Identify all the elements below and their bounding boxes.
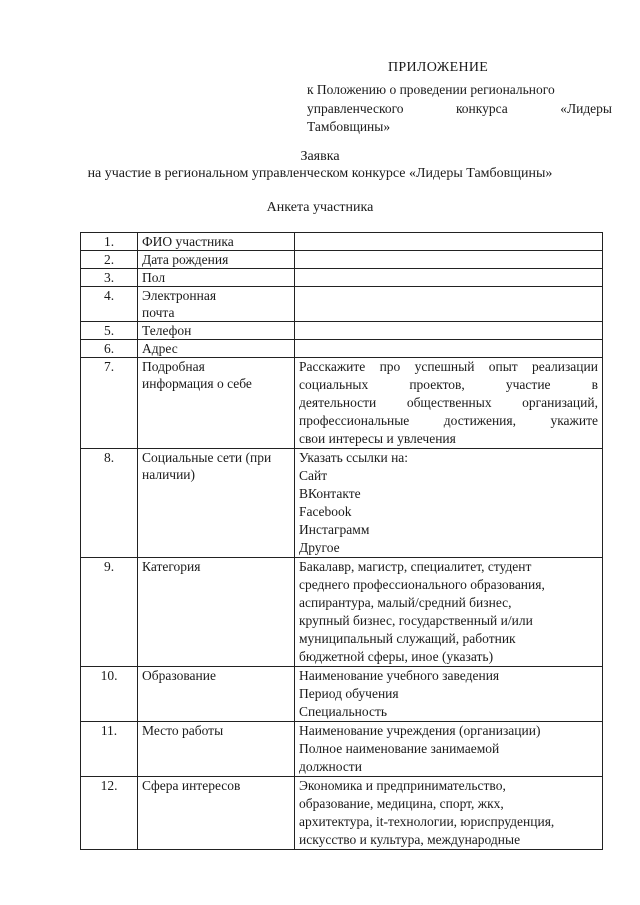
table-row <box>81 287 603 322</box>
value-line: архитектура, it-технологии, юриспруденция, <box>299 814 555 829</box>
field-label <box>138 358 295 449</box>
row-number: 5. <box>81 322 138 340</box>
field-label: Сфера интересов <box>138 777 295 850</box>
form-title: Анкета участника <box>266 200 374 215</box>
value-word: деятельности <box>299 395 377 410</box>
annex-line-3: Тамбовщины» <box>307 119 391 134</box>
field-value-cell[interactable] <box>295 340 603 358</box>
field-value-cell[interactable] <box>295 722 603 777</box>
table-row <box>81 722 603 777</box>
table-row <box>81 558 603 667</box>
value-line <box>299 358 598 376</box>
value-line: свои интересы и увлечения <box>299 431 456 446</box>
field-value-cell[interactable] <box>295 233 603 251</box>
value-line: Указать ссылки на: <box>299 450 409 465</box>
field-label: Адрес <box>138 340 295 358</box>
table-row <box>81 777 603 850</box>
table-row <box>81 322 603 340</box>
table-row <box>81 340 603 358</box>
value-line: Бакалавр, магистр, специалитет, студент <box>299 559 532 574</box>
annex-line-2 <box>307 100 612 119</box>
value-line <box>299 412 598 430</box>
row-number: 11. <box>81 722 138 777</box>
value-line: муниципальный служащий, работник <box>299 631 516 646</box>
value-line: среднего профессионального образования, <box>299 577 545 592</box>
value-line: должности <box>299 759 362 774</box>
field-label-line: Электронная <box>142 288 217 303</box>
value-word: общественных <box>406 395 492 410</box>
value-word: достижения, <box>443 413 516 428</box>
annex-line-2-word: управленческого <box>307 100 404 116</box>
field-label-line: Социальные сети (при <box>142 450 272 465</box>
field-label: Категория <box>138 558 295 667</box>
value-line: бюджетной сферы, иное (указать) <box>299 649 494 664</box>
value-word: в <box>591 377 598 392</box>
field-label-line: информация о себе <box>142 376 252 391</box>
value-line: Facebook <box>299 504 352 519</box>
value-word: Расскажите <box>299 359 366 374</box>
value-line: образование, медицина, спорт, жкх, <box>299 796 504 811</box>
value-line: аспирантура, малый/средний бизнес, <box>299 595 512 610</box>
value-line: Наименование учебного заведения <box>299 668 500 683</box>
row-number: 7. <box>81 358 138 449</box>
field-label <box>138 449 295 558</box>
value-line: крупный бизнес, государственный и/или <box>299 613 533 628</box>
table-row <box>81 449 603 558</box>
value-line: Специальность <box>299 704 388 719</box>
row-number: 12. <box>81 777 138 850</box>
value-word: участие <box>505 377 551 392</box>
field-value-cell[interactable] <box>295 269 603 287</box>
field-value-cell[interactable] <box>295 251 603 269</box>
field-label: Место работы <box>138 722 295 777</box>
annex-title: ПРИЛОЖЕНИЕ <box>388 60 489 75</box>
field-label <box>138 287 295 322</box>
field-value-cell[interactable] <box>295 322 603 340</box>
value-line: Наименование учреждения (организации) <box>299 723 541 738</box>
field-value-cell[interactable] <box>295 777 603 850</box>
row-number: 2. <box>81 251 138 269</box>
value-line: искусство и культура, международные <box>299 832 521 847</box>
value-line: Экономика и предпринимательство, <box>299 778 506 793</box>
application-subtitle: на участие в региональном управленческом конкурсе «Лидеры Тамбовщины» <box>87 166 553 181</box>
field-label: Телефон <box>138 322 295 340</box>
field-label: Образование <box>138 667 295 722</box>
value-line: Сайт <box>299 468 328 483</box>
value-word: организаций, <box>522 395 598 410</box>
application-title: Заявка <box>300 149 340 164</box>
table-row <box>81 269 603 287</box>
annex-line-1 <box>307 81 612 100</box>
value-line: Инстаграмм <box>299 522 370 537</box>
value-word: опыт <box>488 359 518 374</box>
field-label-line: Подробная <box>142 359 205 374</box>
row-number: 9. <box>81 558 138 667</box>
row-number: 4. <box>81 287 138 322</box>
value-word: укажите <box>550 413 598 428</box>
field-label: Пол <box>138 269 295 287</box>
value-line: Период обучения <box>299 686 399 701</box>
row-number: 1. <box>81 233 138 251</box>
value-word: проектов, <box>409 377 465 392</box>
field-label: ФИО участника <box>138 233 295 251</box>
row-number: 3. <box>81 269 138 287</box>
field-label: Дата рождения <box>138 251 295 269</box>
field-label-line: почта <box>142 305 175 320</box>
value-line <box>299 394 598 412</box>
value-word: про <box>379 359 401 374</box>
field-value-cell[interactable] <box>295 667 603 722</box>
value-word: профессиональные <box>299 413 410 428</box>
table-row <box>81 667 603 722</box>
field-value-cell[interactable] <box>295 287 603 322</box>
field-value-cell[interactable] <box>295 558 603 667</box>
field-label-line: наличии) <box>142 467 196 482</box>
field-value-cell[interactable] <box>295 449 603 558</box>
table-row <box>81 251 603 269</box>
value-line <box>299 376 598 394</box>
value-line: ВКонтакте <box>299 486 361 501</box>
value-line: Полное наименование занимаемой <box>299 741 500 756</box>
table-row <box>81 358 603 449</box>
value-word: реализации <box>531 359 598 374</box>
value-line: Другое <box>299 540 340 555</box>
row-number: 8. <box>81 449 138 558</box>
field-value-cell[interactable] <box>295 358 603 449</box>
row-number: 10. <box>81 667 138 722</box>
value-word: успешный <box>414 359 475 374</box>
annex-line-2-word: конкурса <box>455 100 508 116</box>
annex-reference <box>307 81 612 137</box>
value-word: социальных <box>299 377 369 392</box>
participant-form-table <box>80 232 603 850</box>
annex-line-1-text: к Положению о проведении регионального <box>307 82 555 97</box>
table-row <box>81 233 603 251</box>
row-number: 6. <box>81 340 138 358</box>
annex-line-2-word: «Лидеры <box>560 100 612 116</box>
